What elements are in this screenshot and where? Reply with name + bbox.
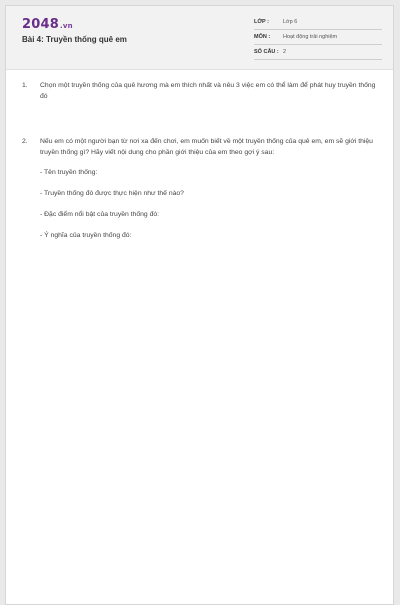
prompt-tradition-name: - Tên truyền thống:: [40, 169, 98, 176]
meta-question-count: [254, 47, 382, 60]
meta-question-count-label: SỐ CÂU :: [254, 49, 279, 55]
lesson-title: Bài 4: Truyền thống quê em: [22, 35, 127, 44]
logo-suffix: .vn: [59, 22, 73, 30]
worksheet-page: [5, 5, 394, 605]
site-logo[interactable]: [22, 17, 73, 32]
prompt-meaning: - Ý nghĩa của truyền thống đó:: [40, 232, 132, 239]
meta-subject-value: Hoạt động trải nghiệm: [283, 34, 338, 40]
prompt-key-features: - Đặc điểm nổi bật của truyền thống đó:: [40, 211, 160, 218]
worksheet-header: [6, 6, 393, 70]
meta-class-value: Lớp 6: [283, 19, 298, 25]
question-number: 2.: [22, 138, 28, 145]
question-text: Nếu em có một người bạn từ nơi xa đến chơi, em muốn biết về một truyền thống của quê em, em sẽ giới thiệu truyền thống gì? Hãy viết nội dung cho phần giới thiệu của em theo gợi ý sau:: [40, 138, 373, 156]
question-number: 1.: [22, 82, 28, 89]
meta-subject: [254, 32, 382, 45]
meta-subject-label: MÔN :: [254, 34, 271, 40]
meta-question-count-value: 2: [283, 49, 287, 55]
question-1: [21, 80, 376, 102]
question-text: Chọn một truyền thống của quê hương mà em thích nhất và nêu 3 việc em có thể làm để phát huy truyền thống đó: [40, 82, 376, 100]
meta-class: [254, 17, 382, 30]
prompt-how-performed: - Truyền thống đó được thực hiện như thế nào?: [40, 190, 184, 197]
question-2: [21, 136, 376, 158]
worksheet-content: [21, 80, 376, 241]
meta-class-label: LỚP :: [254, 19, 269, 25]
logo-main: 2048: [22, 17, 59, 32]
